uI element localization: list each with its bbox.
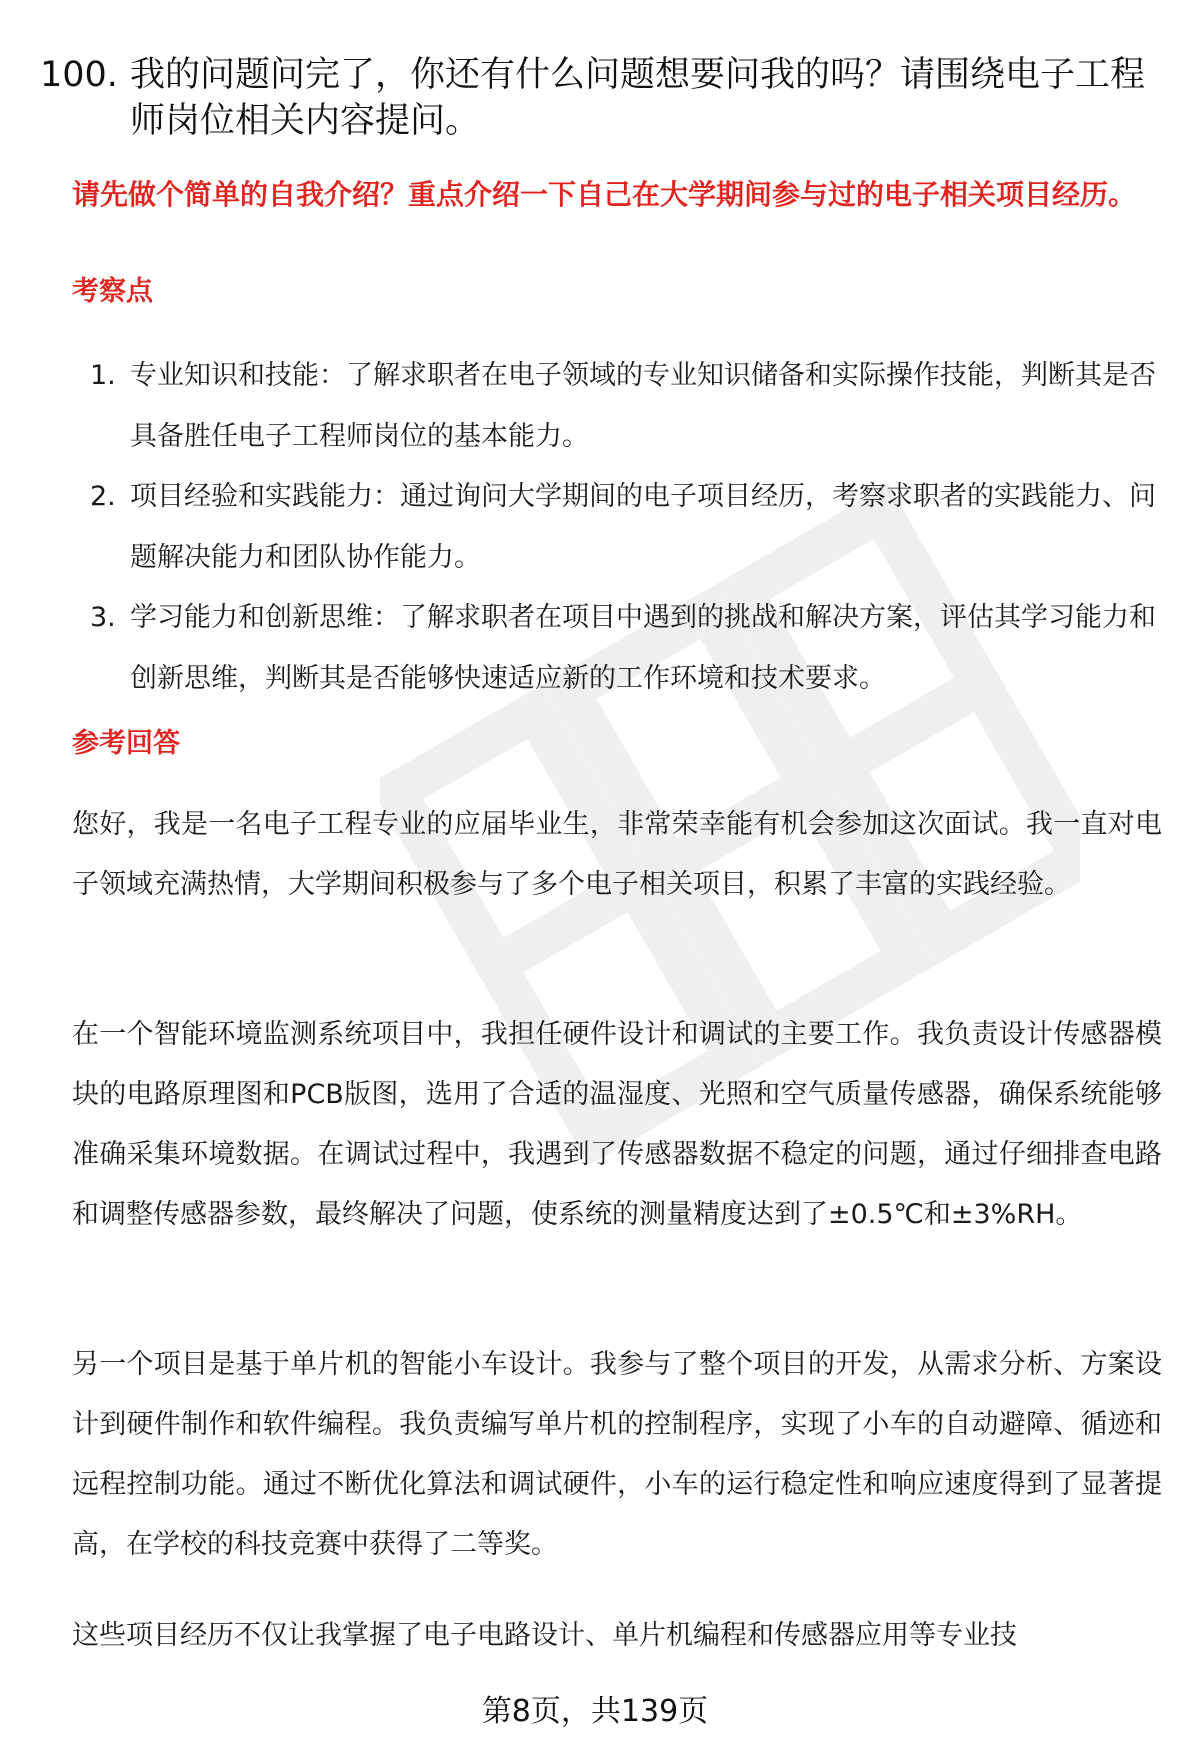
question-text: 我的问题问完了，你还有什么问题想要问我的吗？请围绕电子工程师岗位相关内容提问。	[130, 55, 1146, 141]
list-item-text: 项目经验和实践能力：通过询问大学期间的电子项目经历，考察求职者的实践能力、问题解决能力和团队协作能力。	[130, 481, 1156, 573]
answer-paragraph: 在一个智能环境监测系统项目中，我担任硬件设计和调试的主要工作。我负责设计传感器模块的电路原理图和PCB版图，选用了合适的温湿度、光照和空气质量传感器，确保系统能够准确采集环境数据。在调试过程中，我遇到了传感器数据不稳定的问题，通过仔细排查电路和调整传感器参数，最终解决了问题，使系统的测量精度达到了±0.5℃和±3%RH。	[72, 1019, 1162, 1230]
answer-paragraph: 另一个项目是基于单片机的智能小车设计。我参与了整个项目的开发，从需求分析、方案设计到硬件制作和软件编程。我负责编写单片机的控制程序，实现了小车的自动避障、循迹和远程控制功能。通过不断优化算法和调试硬件，小车的运行稳定性和响应速度得到了显著提高，在学校的科技竞赛中获得了二等奖。	[72, 1349, 1162, 1560]
points-list	[72, 345, 1162, 708]
main-question: 请先做个简单的自我介绍？重点介绍一下自己在大学期间参与过的电子相关项目经历。	[72, 178, 1137, 211]
list-item	[72, 466, 1162, 588]
answer-paragraph: 这些项目经历不仅让我掌握了电子电路设计、单片机编程和传感器应用等专业技	[72, 1620, 1017, 1651]
list-item	[72, 345, 1162, 467]
section-heading-points: 考察点	[72, 276, 153, 307]
page-footer: 第8页，共139页	[481, 1694, 709, 1729]
question-number: 100.	[40, 55, 118, 95]
list-item-number: 1.	[90, 360, 116, 391]
section-heading-answer: 参考回答	[72, 728, 180, 759]
list-item-number: 2.	[90, 481, 116, 512]
list-item	[72, 587, 1162, 709]
list-item-text: 学习能力和创新思维：了解求职者在项目中遇到的挑战和解决方案，评估其学习能力和创新思维，判断其是否能够快速适应新的工作环境和技术要求。	[130, 602, 1156, 694]
list-item-number: 3.	[90, 602, 116, 633]
list-item-text: 专业知识和技能：了解求职者在电子领域的专业知识储备和实际操作技能，判断其是否具备胜任电子工程师岗位的基本能力。	[130, 360, 1156, 452]
answer-paragraph: 您好，我是一名电子工程专业的应届毕业生，非常荣幸能有机会参加这次面试。我一直对电子领域充满热情，大学期间积极参与了多个电子相关项目，积累了丰富的实践经验。	[72, 809, 1162, 900]
